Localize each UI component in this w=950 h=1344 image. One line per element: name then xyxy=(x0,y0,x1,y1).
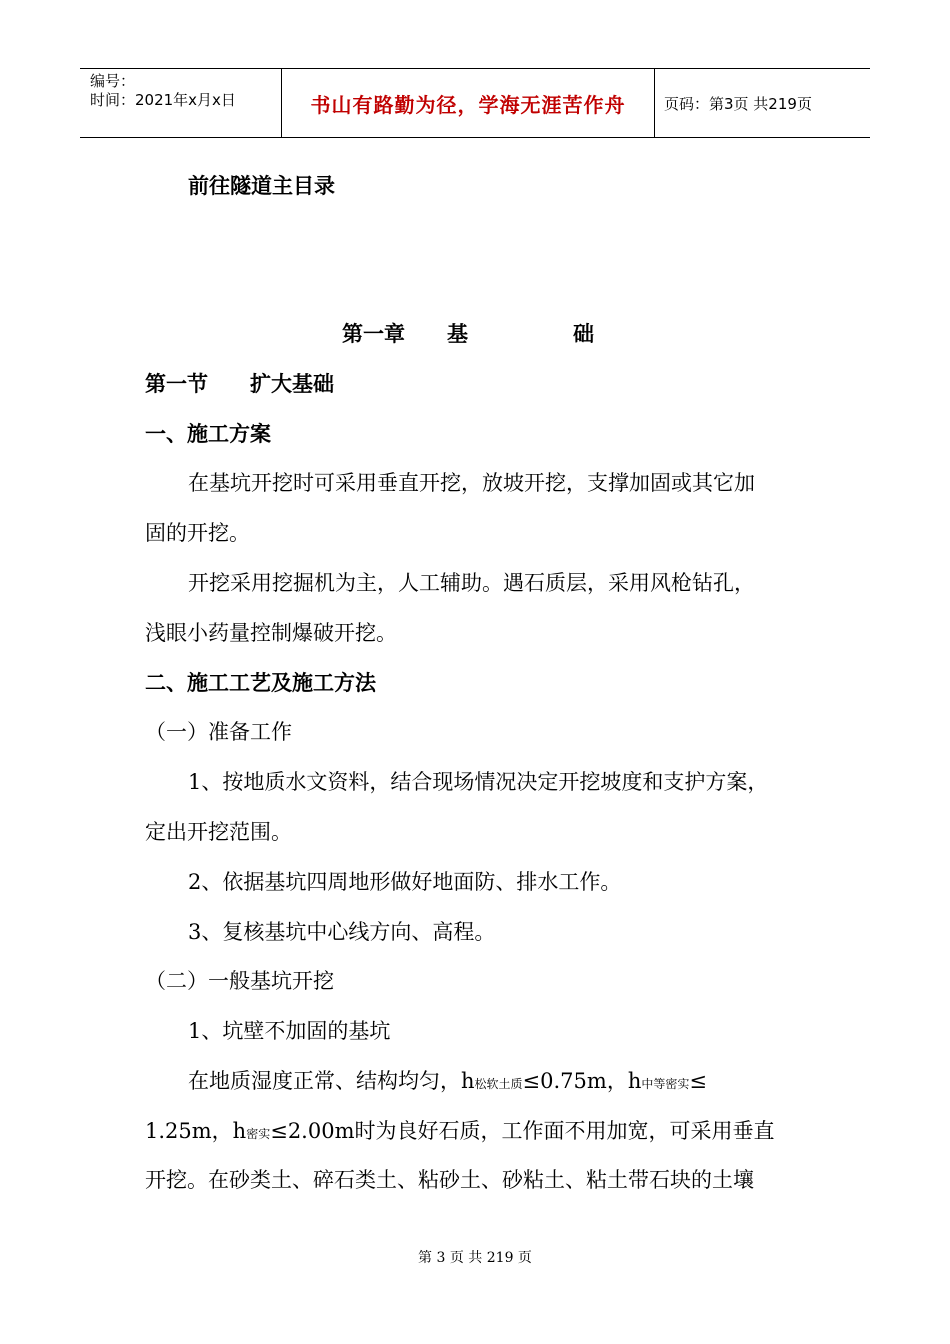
paragraph-line: 开挖采用挖掘机为主，人工辅助。遇石质层，采用风枪钻孔， xyxy=(188,571,755,595)
subscript: 密实 xyxy=(246,1127,271,1141)
header-page-cell xyxy=(654,69,870,137)
paragraph-line: 在基坑开挖时可采用垂直开挖，放坡开挖，支撑加固或其它加 xyxy=(188,471,755,495)
paragraph-line xyxy=(145,1117,774,1148)
list-item: 2、依据基坑四周地形做好地面防、排水工作。 xyxy=(188,870,622,894)
header-motto-cell xyxy=(281,69,655,137)
paragraph-line: 固的开挖。 xyxy=(145,521,250,545)
subheading-general-excavation: （二）一般基坑开挖 xyxy=(145,969,334,993)
paragraph-line: 开挖。在砂类土、碎石类土、粘砂土、砂粘土、粘土带石块的土壤 xyxy=(145,1168,754,1192)
header-page-info: 页码：第3页 共219页 xyxy=(664,94,812,113)
text-run: ≤0.75m，h xyxy=(522,1069,642,1093)
text-run: 1.25m，h xyxy=(145,1119,247,1143)
subscript: 中等密实 xyxy=(641,1077,690,1091)
text-run: ≤2.00m时为良好石质，工作面不用加宽，可采用垂直 xyxy=(270,1119,775,1143)
chapter-title: 第一章 基 础 xyxy=(342,322,594,346)
subheading-preparation: （一）准备工作 xyxy=(145,720,292,744)
heading-process-methods: 二、施工工艺及施工方法 xyxy=(145,671,376,695)
subscript: 松软土质 xyxy=(474,1077,523,1091)
text-run: 在地质湿度正常、结构均匀，h xyxy=(188,1069,475,1093)
list-item: 1、按地质水文资料，结合现场情况决定开挖坡度和支护方案， xyxy=(188,770,769,794)
section-title: 第一节 扩大基础 xyxy=(145,372,334,396)
document-header xyxy=(80,68,870,138)
heading-construction-plan: 一、施工方案 xyxy=(145,422,271,446)
text-run: ≤ xyxy=(689,1069,707,1093)
paragraph-line xyxy=(188,1067,707,1098)
tunnel-main-directory-link[interactable]: 前往隧道主目录 xyxy=(188,174,335,198)
page-footer: 第 3 页 共 219 页 xyxy=(418,1250,532,1266)
document-number-label: 编号： xyxy=(90,72,136,90)
header-meta xyxy=(80,69,281,137)
list-item-continuation: 定出开挖范围。 xyxy=(145,820,292,844)
paragraph-line: 浅眼小药量控制爆破开挖。 xyxy=(145,621,397,645)
header-motto: 书山有路勤为径，学海无涯苦作舟 xyxy=(310,92,626,117)
document-date: 时间：2021年x月x日 xyxy=(90,91,236,109)
list-item: 3、复核基坑中心线方向、高程。 xyxy=(188,920,496,944)
list-item: 1、坑壁不加固的基坑 xyxy=(188,1019,391,1043)
